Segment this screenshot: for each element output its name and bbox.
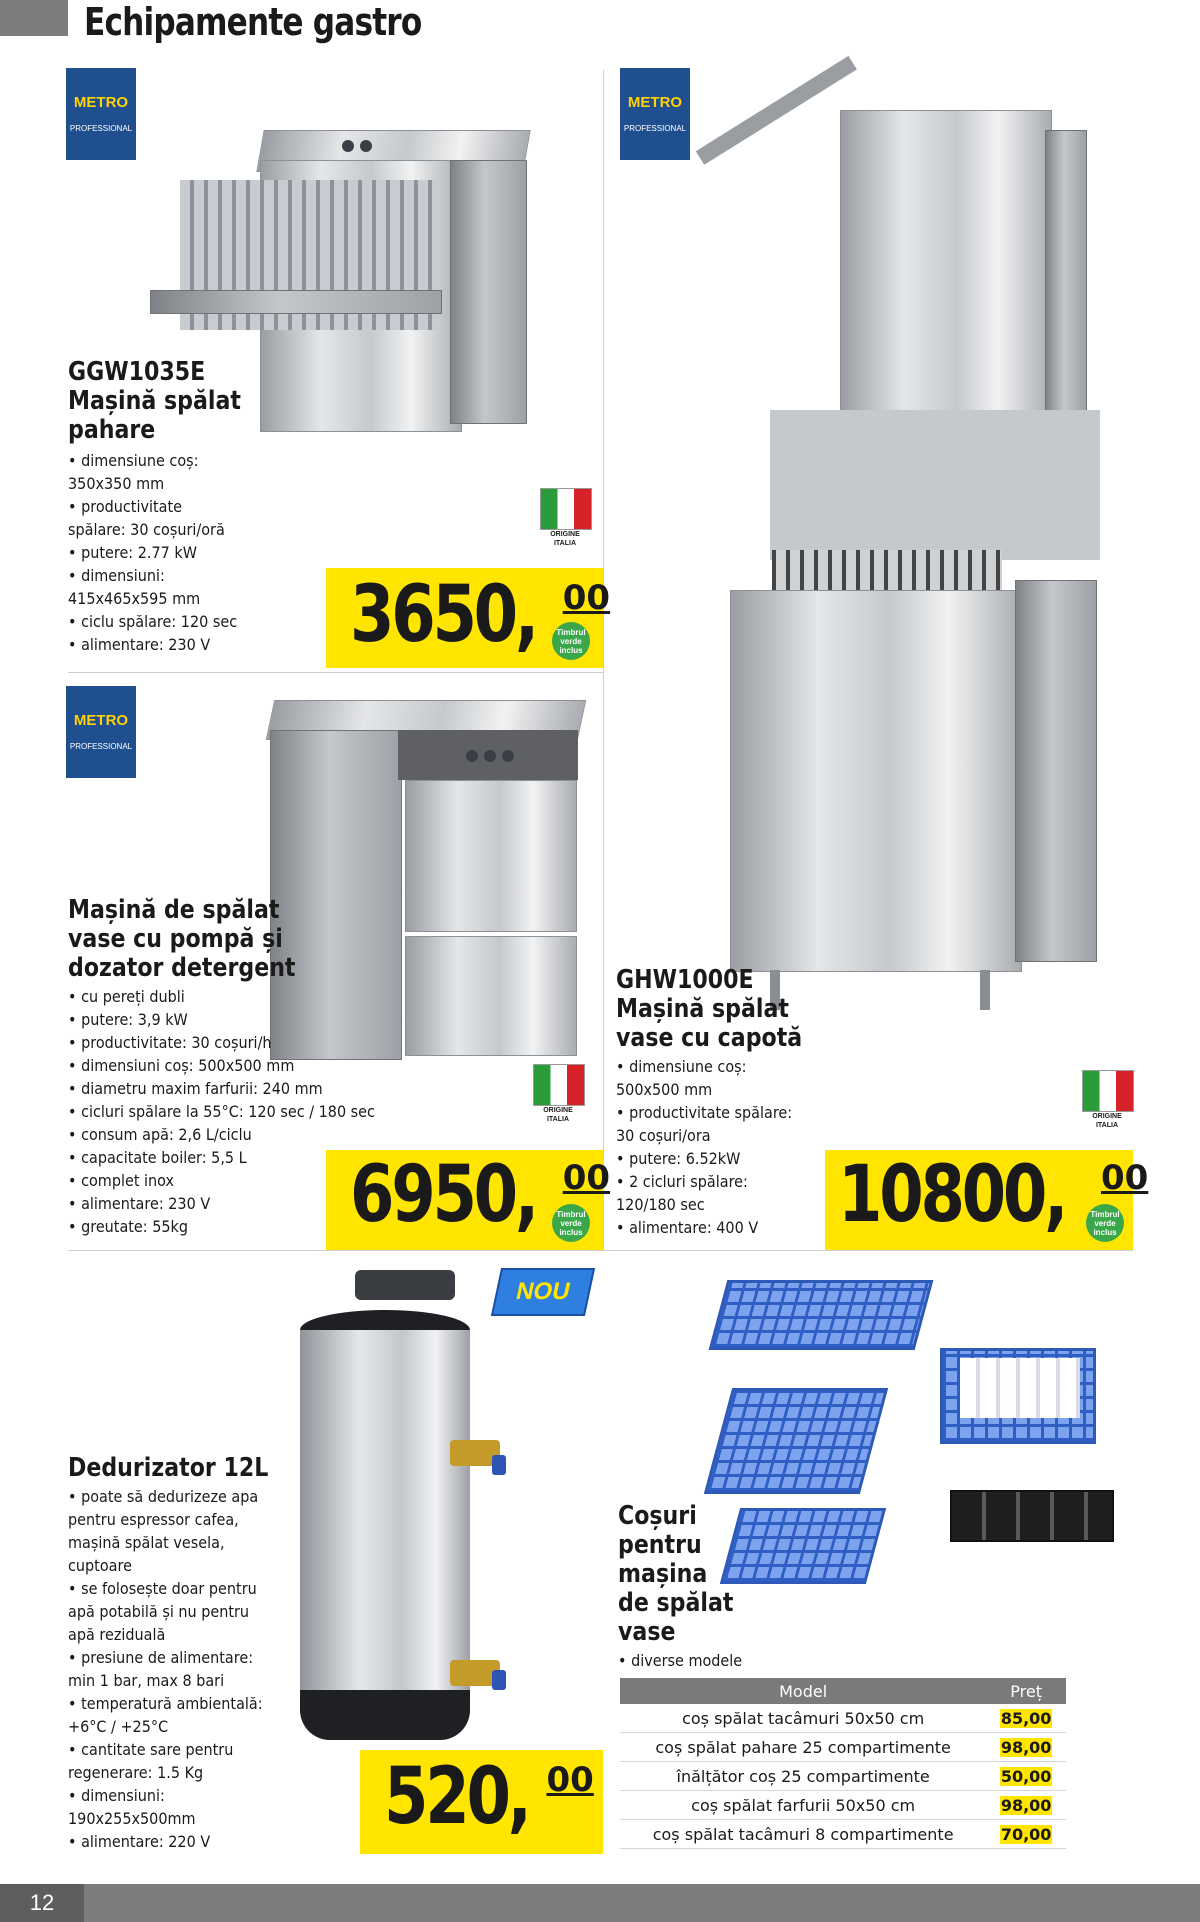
new-badge: NOU xyxy=(491,1268,595,1316)
table-row xyxy=(620,1791,1066,1820)
cell-price: 50,00 xyxy=(986,1762,1066,1791)
spec-list: • cu pereți dubli • putere: 3,9 kW • productivitate: 30 coșuri/h • dimensiuni coș: 500x500 mm • diametru maxim farfurii: 240 mm • cicluri spălare la 55°C: 120 sec / 180 sec • consum apă: 2,6 L/ciclu • capacitate boiler: 5,5 L • complet inox • alimentare: 230 V • greutate: 55kg xyxy=(68,987,375,1236)
price: 520, 00 xyxy=(384,1752,594,1842)
cell-model: coș spălat tacâmuri 50x50 cm xyxy=(620,1704,986,1733)
table-row xyxy=(620,1762,1066,1791)
origin-italy-flag: ORIGINE ITALIA xyxy=(533,1064,583,1132)
column-header-model: Model xyxy=(620,1678,986,1704)
footer-bar xyxy=(0,1884,1200,1922)
header-bar xyxy=(0,0,68,36)
product-image-hood-dishwasher xyxy=(690,110,1130,1010)
spec-list: • poate să dedurizeze apa pentru espressor cafea, mașină spălat vesela, cuptoare • se folosește doar pentru apă potabilă și nu pentru apă reziduală • presiune de alimentare: min 1 bar, max 8 bari • temperatură ambientală: +6°C / +25°C • cantitate sare pentru regenerare: 1.5 Kg • dimensiuni: 190x255x500mm • alimentare: 220 V xyxy=(68,1487,263,1851)
table-row xyxy=(620,1820,1066,1849)
cell-model: înălțător coș 25 compartimente xyxy=(620,1762,986,1791)
cell-model: coș spălat tacâmuri 8 compartimente xyxy=(620,1820,986,1849)
cell-price: 85,00 xyxy=(986,1704,1066,1733)
table-header-row xyxy=(620,1678,1066,1704)
metro-professional-logo: METRO PROFESSIONAL xyxy=(66,686,136,778)
green-stamp-icon: Timbrul verde inclus xyxy=(552,622,590,660)
price: 6950, 00 xyxy=(350,1150,611,1240)
product-title: Dedurizator 12L xyxy=(68,1453,269,1483)
product-5-text xyxy=(618,1502,756,1672)
product-1-text xyxy=(68,358,271,656)
page-number: 12 xyxy=(0,1884,84,1922)
divider xyxy=(68,1250,1133,1251)
table-row xyxy=(620,1704,1066,1733)
origin-italy-flag: ORIGINE ITALIA xyxy=(1082,1070,1132,1138)
spec-list: • diverse modele xyxy=(618,1651,743,1670)
price-table xyxy=(620,1678,1066,1849)
product-title: GHW1000E Mașină spălat vase cu capotă xyxy=(616,965,803,1053)
table-row xyxy=(620,1733,1066,1762)
spec-list: • dimensiune coș: 500x500 mm • productivitate spălare: 30 coșuri/ora • putere: 6.52kW • 2 cicluri spălare: 120/180 sec • alimentare: 400 V xyxy=(616,1057,793,1237)
cell-model: coș spălat pahare 25 compartimente xyxy=(620,1733,986,1762)
column-header-price: Preț xyxy=(986,1678,1066,1704)
price: 10800, 00 xyxy=(838,1150,1149,1240)
metro-professional-logo: METRO PROFESSIONAL xyxy=(66,68,136,160)
cell-price: 70,00 xyxy=(986,1820,1066,1849)
product-title: Mașină de spălat vase cu pompă și dozator detergent xyxy=(68,895,296,983)
green-stamp-icon: Timbrul verde inclus xyxy=(1086,1204,1124,1242)
spec-list: • dimensiune coș: 350x350 mm • productivitate spălare: 30 coșuri/oră • putere: 2.77 kW • dimensiuni: 415x465x595 mm • ciclu spălare: 120 sec • alimentare: 230 V xyxy=(68,451,238,654)
divider xyxy=(68,672,603,673)
page-title: Echipamente gastro xyxy=(84,0,422,44)
origin-italy-flag: ORIGINE ITALIA xyxy=(540,488,590,556)
product-4-text xyxy=(68,1454,304,1853)
product-title: Coșuri pentru mașina de spălat vase xyxy=(618,1501,734,1647)
price: 3650, 00 xyxy=(350,570,611,660)
cell-price: 98,00 xyxy=(986,1791,1066,1820)
cell-model: coș spălat farfurii 50x50 cm xyxy=(620,1791,986,1820)
green-stamp-icon: Timbrul verde inclus xyxy=(552,1204,590,1242)
product-title: GGW1035E Mașină spălat pahare xyxy=(68,357,241,445)
cell-price: 98,00 xyxy=(986,1733,1066,1762)
divider xyxy=(603,70,604,1250)
metro-professional-logo: METRO PROFESSIONAL xyxy=(620,68,690,160)
product-3-text xyxy=(616,966,835,1239)
product-image-water-softener xyxy=(300,1270,510,1740)
